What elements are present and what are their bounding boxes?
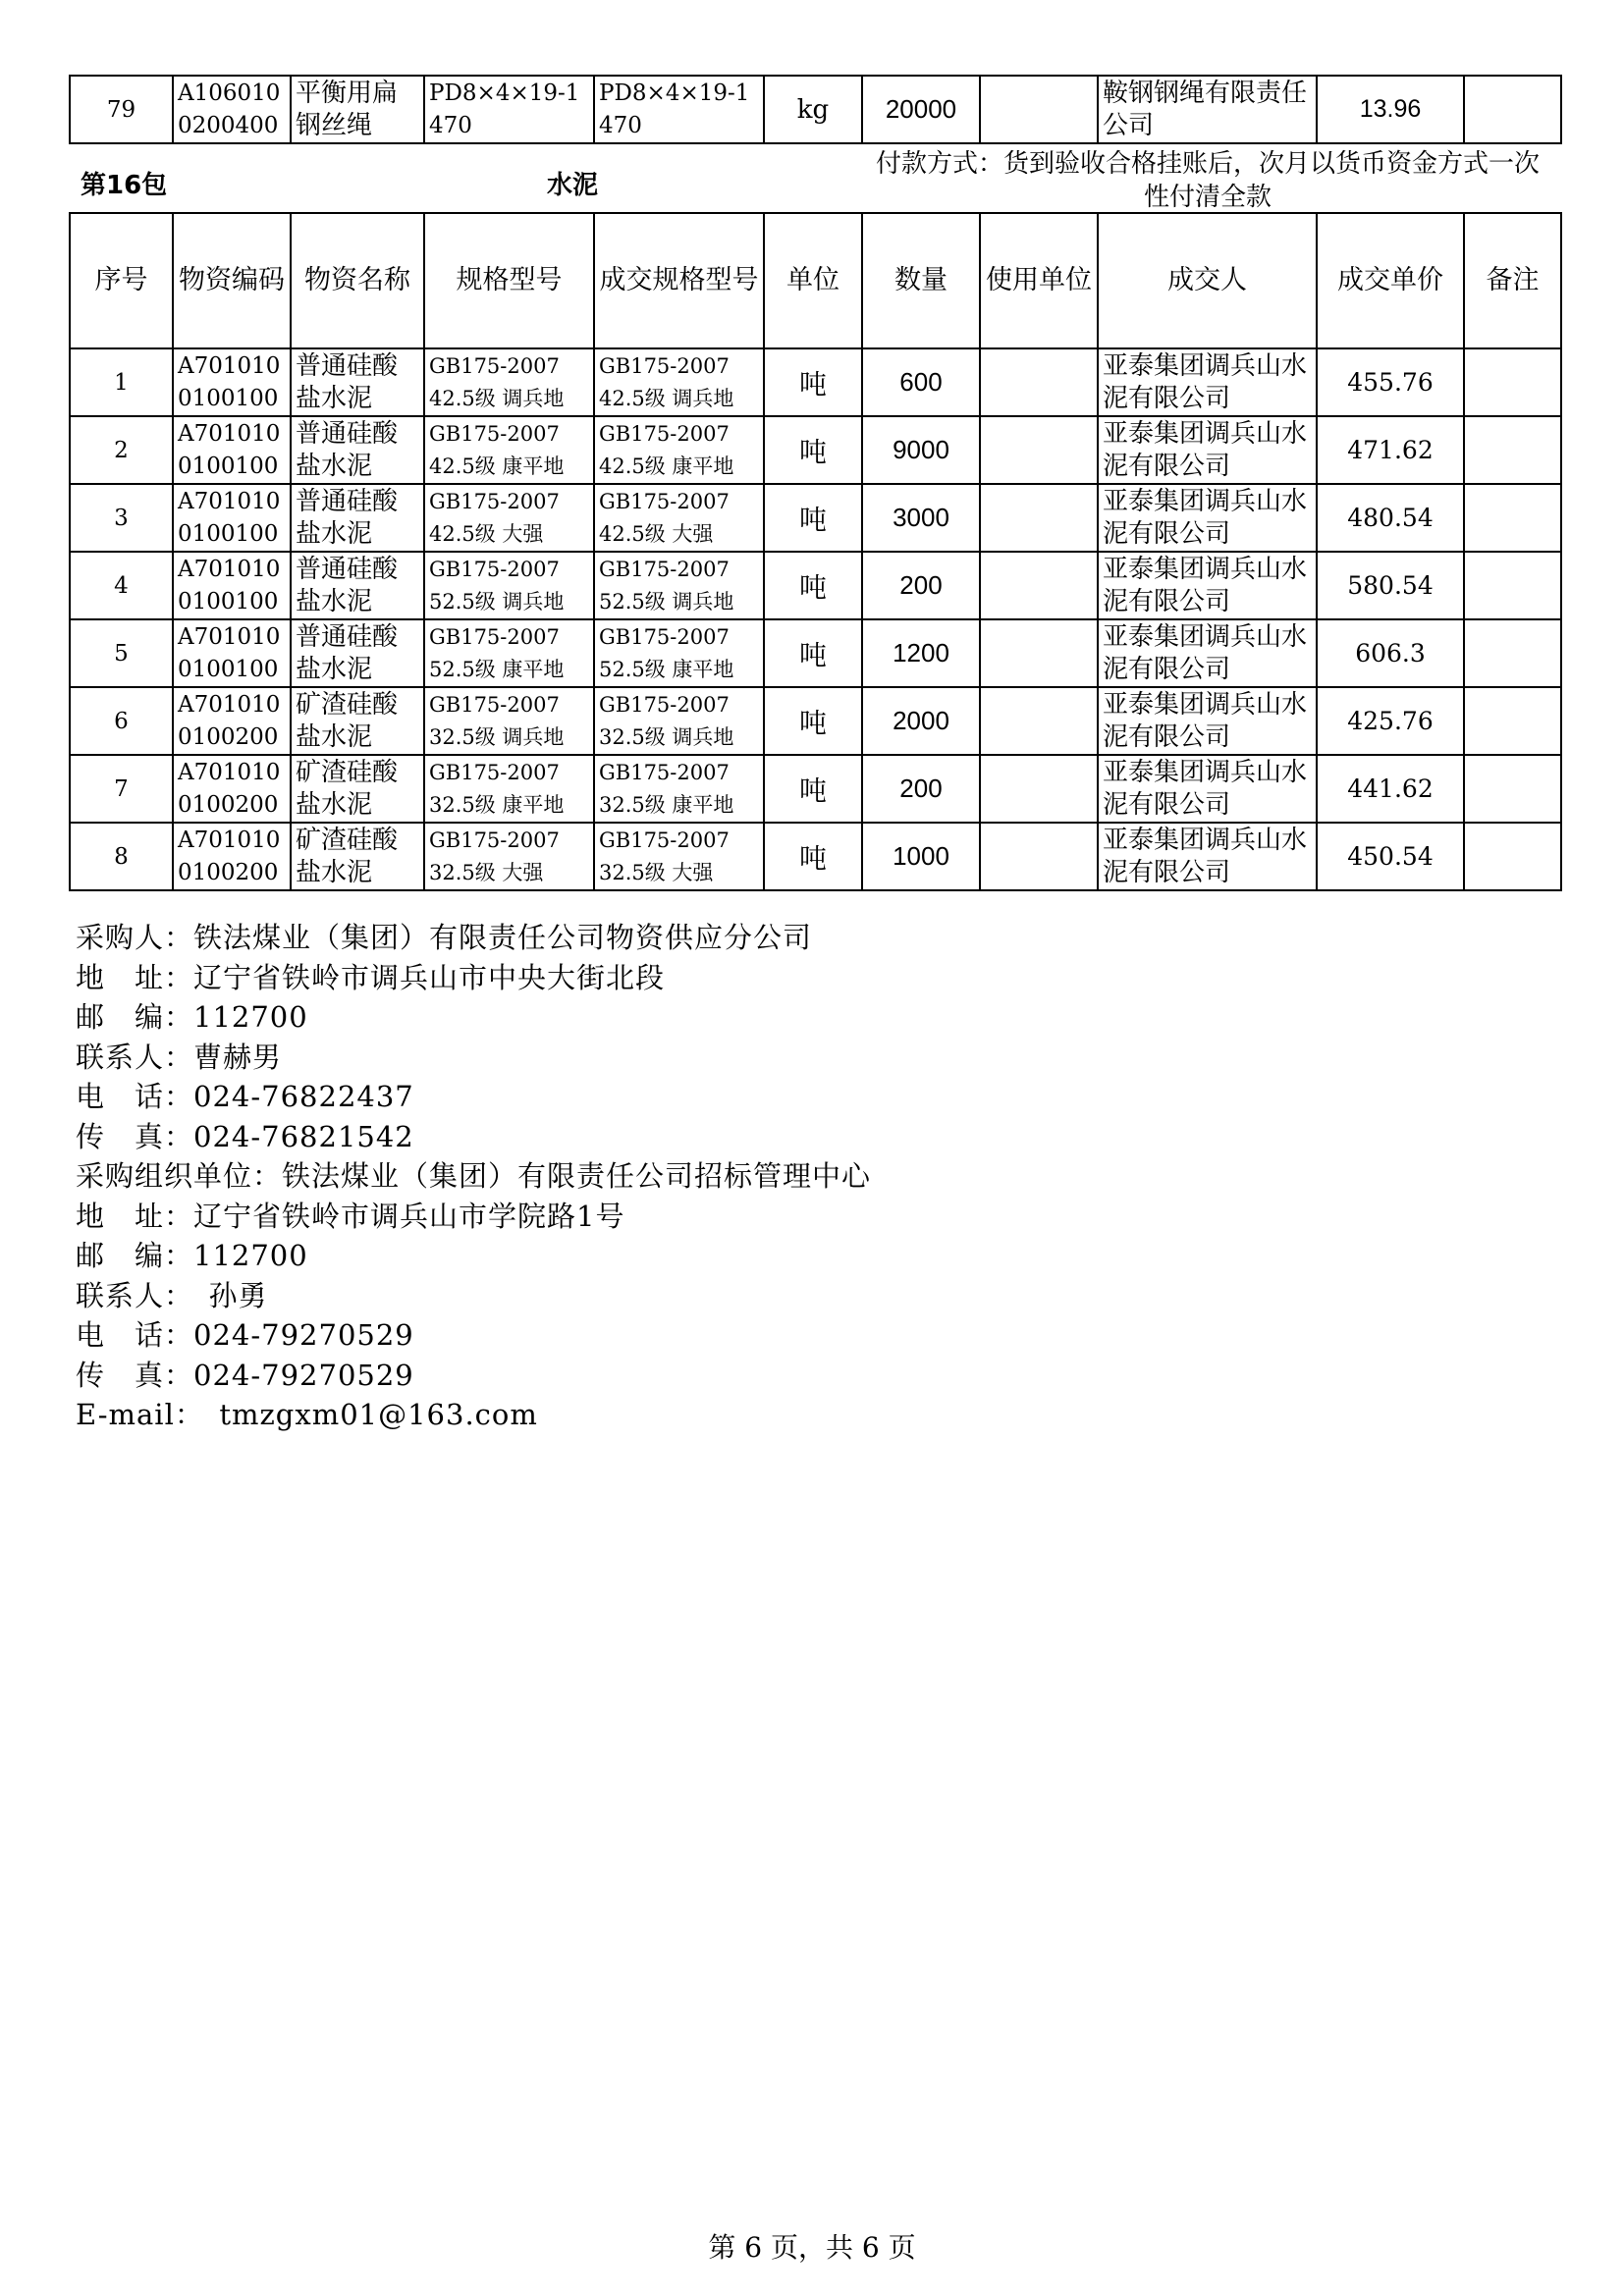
cell-user-unit bbox=[980, 76, 1098, 143]
spec-standard: GB175-2007 bbox=[599, 828, 730, 852]
cell-name: 矿渣硅酸盐水泥 bbox=[291, 687, 424, 755]
cell-deal-spec bbox=[594, 619, 764, 687]
spec-grade: 32.5级 康平地 bbox=[429, 792, 565, 817]
header-spec: 规格型号 bbox=[424, 213, 594, 348]
cell-seq: 4 bbox=[70, 552, 173, 619]
cell-user-unit bbox=[980, 619, 1098, 687]
cell-seq: 1 bbox=[70, 348, 173, 416]
cell-supplier: 亚泰集团调兵山水泥有限公司 bbox=[1098, 823, 1317, 890]
spec-grade: 42.5级 康平地 bbox=[599, 454, 734, 478]
table-row bbox=[70, 484, 1561, 552]
spec-standard: GB175-2007 bbox=[599, 421, 730, 446]
spec-grade: 32.5级 调兵地 bbox=[429, 724, 565, 749]
contact-line: 电 话：024-76822437 bbox=[76, 1080, 414, 1113]
spec-grade: 52.5级 调兵地 bbox=[599, 589, 734, 614]
spec-grade: 42.5级 康平地 bbox=[429, 454, 565, 478]
spec-standard: GB175-2007 bbox=[429, 421, 560, 446]
spec-grade: 52.5级 调兵地 bbox=[429, 589, 565, 614]
cell-price: 450.54 bbox=[1317, 823, 1464, 890]
previous-package-table bbox=[69, 75, 1562, 144]
cell-seq: 5 bbox=[70, 619, 173, 687]
cell-unit: 吨 bbox=[764, 348, 862, 416]
spec-standard: GB175-2007 bbox=[599, 624, 730, 649]
cell-name: 普通硅酸盐水泥 bbox=[291, 619, 424, 687]
spec-standard: GB175-2007 bbox=[599, 692, 730, 717]
cell-user-unit bbox=[980, 552, 1098, 619]
cell-seq: 6 bbox=[70, 687, 173, 755]
spec-standard: GB175-2007 bbox=[429, 624, 560, 649]
cell-code: A7010100100100 bbox=[173, 484, 291, 552]
spec-standard: GB175-2007 bbox=[429, 828, 560, 852]
contact-line: 地 址：辽宁省铁岭市调兵山市中央大街北段 bbox=[76, 960, 666, 994]
cell-supplier: 亚泰集团调兵山水泥有限公司 bbox=[1098, 619, 1317, 687]
cell-unit: 吨 bbox=[764, 619, 862, 687]
cell-qty: 3000 bbox=[862, 484, 980, 552]
cell-qty: 2000 bbox=[862, 687, 980, 755]
table-body bbox=[70, 348, 1561, 890]
contact-line: 联系人：曹赫男 bbox=[76, 1040, 283, 1074]
cell-deal-spec bbox=[594, 484, 764, 552]
cell-spec bbox=[424, 619, 594, 687]
cell-price: 471.62 bbox=[1317, 416, 1464, 484]
package-label: 第16包 bbox=[81, 171, 168, 200]
cell-qty: 20000 bbox=[862, 76, 980, 143]
cement-package-table bbox=[69, 212, 1562, 891]
cell-supplier: 亚泰集团调兵山水泥有限公司 bbox=[1098, 348, 1317, 416]
header-name: 物资名称 bbox=[291, 213, 424, 348]
cell-spec: PD8×4×19-1470 bbox=[424, 76, 594, 143]
cell-unit: 吨 bbox=[764, 755, 862, 823]
table-row bbox=[70, 823, 1561, 890]
table-row bbox=[70, 755, 1561, 823]
contact-line: 联系人： 孙勇 bbox=[76, 1278, 268, 1312]
cell-deal-spec bbox=[594, 552, 764, 619]
spec-grade: 52.5级 康平地 bbox=[599, 657, 734, 681]
cell-code: A7010100100200 bbox=[173, 687, 291, 755]
cell-name: 平衡用扁钢丝绳 bbox=[291, 76, 424, 143]
cell-unit: 吨 bbox=[764, 687, 862, 755]
cell-seq: 7 bbox=[70, 755, 173, 823]
cell-name: 矿渣硅酸盐水泥 bbox=[291, 823, 424, 890]
cell-note bbox=[1464, 619, 1561, 687]
header-seq: 序号 bbox=[70, 213, 173, 348]
header-price: 成交单价 bbox=[1317, 213, 1464, 348]
cell-supplier: 亚泰集团调兵山水泥有限公司 bbox=[1098, 687, 1317, 755]
cell-qty: 9000 bbox=[862, 416, 980, 484]
cell-deal-spec bbox=[594, 823, 764, 890]
cell-note bbox=[1464, 76, 1561, 143]
spec-grade: 42.5级 调兵地 bbox=[429, 386, 565, 410]
cell-price: 441.62 bbox=[1317, 755, 1464, 823]
spec-standard: GB175-2007 bbox=[599, 760, 730, 784]
cell-user-unit bbox=[980, 484, 1098, 552]
contact-line: 采购人：铁法煤业（集团）有限责任公司物资供应分公司 bbox=[76, 921, 813, 954]
header-code: 物资编码 bbox=[173, 213, 291, 348]
cell-user-unit bbox=[980, 823, 1098, 890]
cell-code: A7010100100100 bbox=[173, 619, 291, 687]
header-note: 备注 bbox=[1464, 213, 1561, 348]
cell-spec bbox=[424, 755, 594, 823]
cell-name: 普通硅酸盐水泥 bbox=[291, 348, 424, 416]
cell-price: 13.96 bbox=[1317, 76, 1464, 143]
contact-info bbox=[76, 918, 871, 1435]
spec-grade: 42.5级 大强 bbox=[599, 521, 714, 546]
cell-name: 普通硅酸盐水泥 bbox=[291, 484, 424, 552]
spec-standard: GB175-2007 bbox=[599, 353, 730, 378]
header-unit: 单位 bbox=[764, 213, 862, 348]
cell-unit: 吨 bbox=[764, 552, 862, 619]
cell-code: A7010100100100 bbox=[173, 348, 291, 416]
cell-code: A7010100100200 bbox=[173, 755, 291, 823]
package-category: 水泥 bbox=[547, 171, 599, 200]
cell-unit: 吨 bbox=[764, 823, 862, 890]
cell-price: 425.76 bbox=[1317, 687, 1464, 755]
spec-standard: GB175-2007 bbox=[599, 489, 730, 513]
cell-price: 455.76 bbox=[1317, 348, 1464, 416]
spec-grade: 42.5级 调兵地 bbox=[599, 386, 734, 410]
contact-line: E-mail： tmzgxm01@163.com bbox=[76, 1398, 538, 1431]
cell-code: A1060100200400 bbox=[173, 76, 291, 143]
cell-deal-spec bbox=[594, 348, 764, 416]
cell-note bbox=[1464, 755, 1561, 823]
cell-unit: kg bbox=[764, 76, 862, 143]
cell-spec bbox=[424, 348, 594, 416]
spec-standard: GB175-2007 bbox=[429, 692, 560, 717]
contact-line: 传 真：024-76821542 bbox=[76, 1119, 414, 1153]
cell-seq: 8 bbox=[70, 823, 173, 890]
cell-name: 普通硅酸盐水泥 bbox=[291, 552, 424, 619]
cell-spec bbox=[424, 484, 594, 552]
cell-user-unit bbox=[980, 755, 1098, 823]
spec-grade: 32.5级 调兵地 bbox=[599, 724, 734, 749]
cell-note bbox=[1464, 348, 1561, 416]
cell-name: 矿渣硅酸盐水泥 bbox=[291, 755, 424, 823]
table-row bbox=[70, 687, 1561, 755]
cell-spec bbox=[424, 416, 594, 484]
cell-code: A7010100100200 bbox=[173, 823, 291, 890]
cell-user-unit bbox=[980, 687, 1098, 755]
table-row bbox=[70, 348, 1561, 416]
cell-user-unit bbox=[980, 348, 1098, 416]
spec-standard: GB175-2007 bbox=[599, 557, 730, 581]
table-row bbox=[70, 619, 1561, 687]
cell-supplier: 亚泰集团调兵山水泥有限公司 bbox=[1098, 416, 1317, 484]
contact-line: 电 话：024-79270529 bbox=[76, 1318, 414, 1352]
spec-grade: 32.5级 康平地 bbox=[599, 792, 734, 817]
contact-line: 邮 编：112700 bbox=[76, 1239, 308, 1272]
spec-grade: 42.5级 大强 bbox=[429, 521, 544, 546]
cell-price: 606.3 bbox=[1317, 619, 1464, 687]
spec-standard: GB175-2007 bbox=[429, 760, 560, 784]
table-row bbox=[70, 416, 1561, 484]
cell-seq: 2 bbox=[70, 416, 173, 484]
spec-standard: GB175-2007 bbox=[429, 489, 560, 513]
cell-spec bbox=[424, 552, 594, 619]
spec-standard: GB175-2007 bbox=[429, 353, 560, 378]
cell-deal-spec bbox=[594, 416, 764, 484]
cell-note bbox=[1464, 416, 1561, 484]
spec-standard: GB175-2007 bbox=[429, 557, 560, 581]
header-qty: 数量 bbox=[862, 213, 980, 348]
spec-grade: 32.5级 大强 bbox=[429, 860, 544, 884]
cell-unit: 吨 bbox=[764, 484, 862, 552]
page-footer: 第 6 页，共 6 页 bbox=[708, 2231, 916, 2264]
table-header-row bbox=[70, 213, 1561, 348]
cell-spec bbox=[424, 687, 594, 755]
cell-seq: 79 bbox=[70, 76, 173, 143]
cell-deal-spec bbox=[594, 755, 764, 823]
cell-qty: 200 bbox=[862, 755, 980, 823]
cell-price: 580.54 bbox=[1317, 552, 1464, 619]
cell-supplier: 亚泰集团调兵山水泥有限公司 bbox=[1098, 484, 1317, 552]
cell-note bbox=[1464, 484, 1561, 552]
cell-spec bbox=[424, 823, 594, 890]
cell-supplier: 亚泰集团调兵山水泥有限公司 bbox=[1098, 552, 1317, 619]
cell-qty: 200 bbox=[862, 552, 980, 619]
payment-terms: 付款方式：货到验收合格挂账后，次月以货币资金方式一次性付清全款 bbox=[875, 149, 1540, 212]
cell-qty: 1000 bbox=[862, 823, 980, 890]
contact-line: 传 真：024-79270529 bbox=[76, 1358, 414, 1392]
spec-grade: 32.5级 大强 bbox=[599, 860, 714, 884]
cell-user-unit bbox=[980, 416, 1098, 484]
cell-qty: 1200 bbox=[862, 619, 980, 687]
cell-unit: 吨 bbox=[764, 416, 862, 484]
header-supplier: 成交人 bbox=[1098, 213, 1317, 348]
table-row bbox=[70, 552, 1561, 619]
cell-name: 普通硅酸盐水泥 bbox=[291, 416, 424, 484]
spec-grade: 52.5级 康平地 bbox=[429, 657, 565, 681]
cell-qty: 600 bbox=[862, 348, 980, 416]
header-deal-spec: 成交规格型号 bbox=[594, 213, 764, 348]
contact-line: 地 址：辽宁省铁岭市调兵山市学院路1号 bbox=[76, 1199, 625, 1233]
contact-line: 邮 编：112700 bbox=[76, 1000, 308, 1034]
cell-code: A7010100100100 bbox=[173, 552, 291, 619]
cell-code: A7010100100100 bbox=[173, 416, 291, 484]
table-row bbox=[70, 76, 1561, 143]
cell-deal-spec bbox=[594, 687, 764, 755]
cell-supplier: 亚泰集团调兵山水泥有限公司 bbox=[1098, 755, 1317, 823]
cell-price: 480.54 bbox=[1317, 484, 1464, 552]
cell-note bbox=[1464, 687, 1561, 755]
cell-seq: 3 bbox=[70, 484, 173, 552]
cell-deal-spec: PD8×4×19-1470 bbox=[594, 76, 764, 143]
cell-note bbox=[1464, 552, 1561, 619]
header-user-unit: 使用单位 bbox=[980, 213, 1098, 348]
cell-supplier: 鞍钢钢绳有限责任公司 bbox=[1098, 76, 1317, 143]
contact-line: 采购组织单位：铁法煤业（集团）有限责任公司招标管理中心 bbox=[76, 1159, 872, 1193]
cell-note bbox=[1464, 823, 1561, 890]
